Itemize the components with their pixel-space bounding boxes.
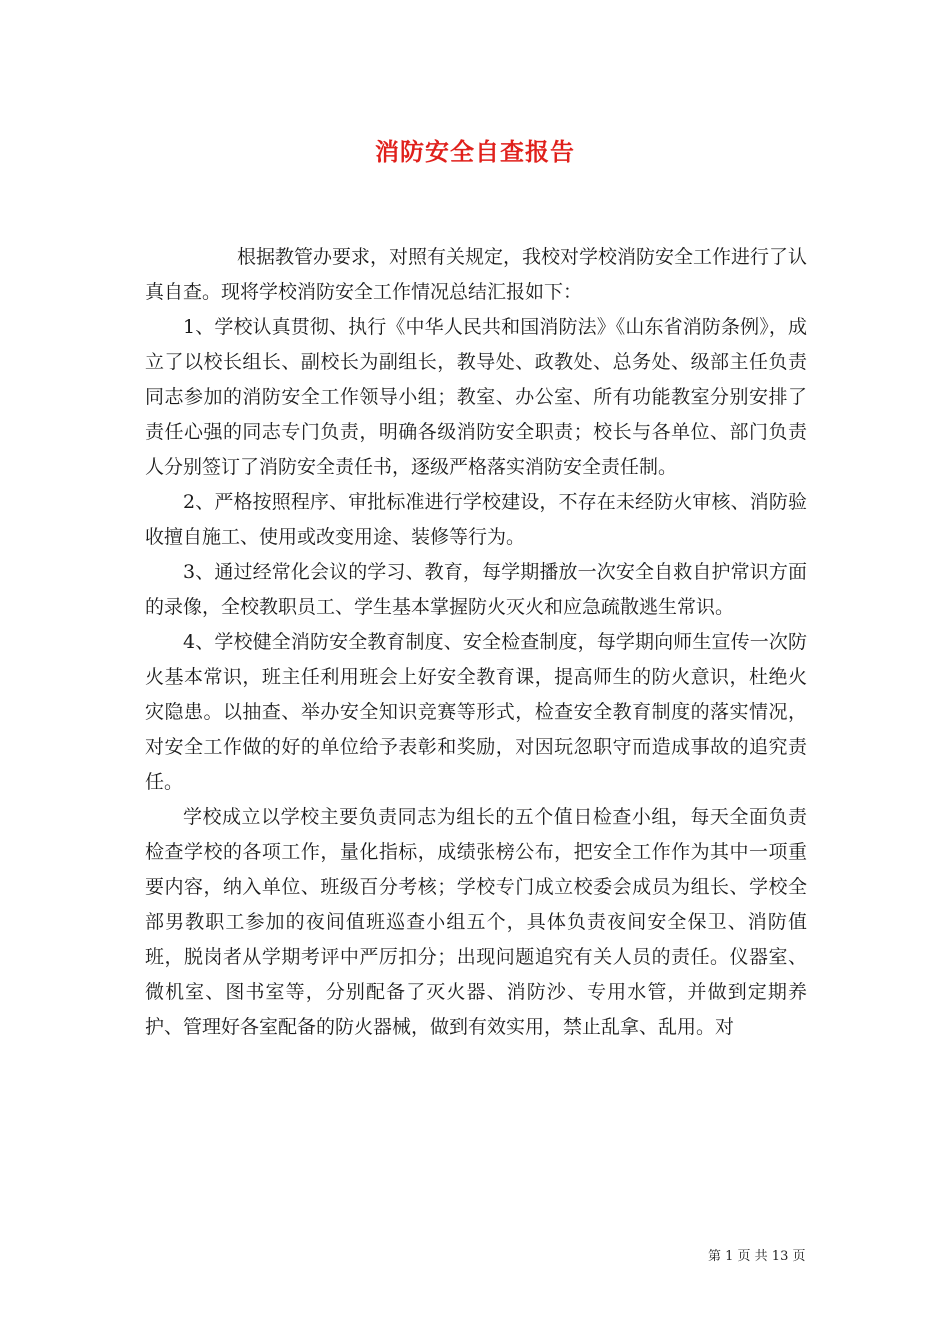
page-number-footer: 第 1 页 共 13 页 (708, 1249, 806, 1264)
paragraph-item-1: 1、学校认真贯彻、执行《中华人民共和国消防法》《山东省消防条例》，成立了以校长组长、副校长为副组长，教导处、政教处、总务处、级部主任负责同志参加的消防安全工作领导小组；教室、办公室、所有功能教室分别安排了责任心强的同志专门负责，明确各级消防安全职责；校长与各单位、部门负责人分别签订了消防安全责任书，逐级严格落实消防安全责任制。 (145, 316, 807, 478)
paragraph-item-4: 4、学校健全消防安全教育制度、安全检查制度，每学期向师生宣传一次防火基本常识，班主任利用班会上好安全教育课，提高师生的防火意识，杜绝火灾隐患。以抽查、举办安全知识竞赛等形式，检查安全教育制度的落实情况，对安全工作做的好的单位给予表彰和奖励，对因玩忽职守而造成事故的追究责任。 (145, 631, 807, 793)
paragraph-item-2: 2、严格按照程序、审批标准进行学校建设，不存在未经防火审核、消防验收擅自施工、使用或改变用途、装修等行为。 (145, 491, 807, 548)
paragraph-item-3: 3、通过经常化会议的学习、教育，每学期播放一次安全自救自护常识方面的录像，全校教职员工、学生基本掌握防火灭火和应急疏散逃生常识。 (145, 561, 807, 618)
paragraph-intro: 根据教管办要求，对照有关规定，我校对学校消防安全工作进行了认真自查。现将学校消防安全工作情况总结汇报如下： (145, 246, 808, 303)
paragraph-duty-groups: 学校成立以学校主要负责同志为组长的五个值日检查小组，每天全面负责检查学校的各项工作，量化指标，成绩张榜公布，把安全工作作为其中一项重要内容，纳入单位、班级百分考核；学校专门成立校委会成员为组长、学校全部男教职工参加的夜间值班巡查小组五个，具体负责夜间安全保卫、消防值班，脱岗者从学期考评中严厉扣分；出现问题追究有关人员的责任。仪器室、微机室、图书室等，分别配备了灭火器、消防沙、专用水管，并做到定期养护、管理好各室配备的防火器械，做到有效实用，禁止乱拿、乱用。对 (145, 806, 807, 1038)
document-title: 消防安全自查报告 (375, 137, 575, 166)
document-body (145, 240, 807, 1045)
